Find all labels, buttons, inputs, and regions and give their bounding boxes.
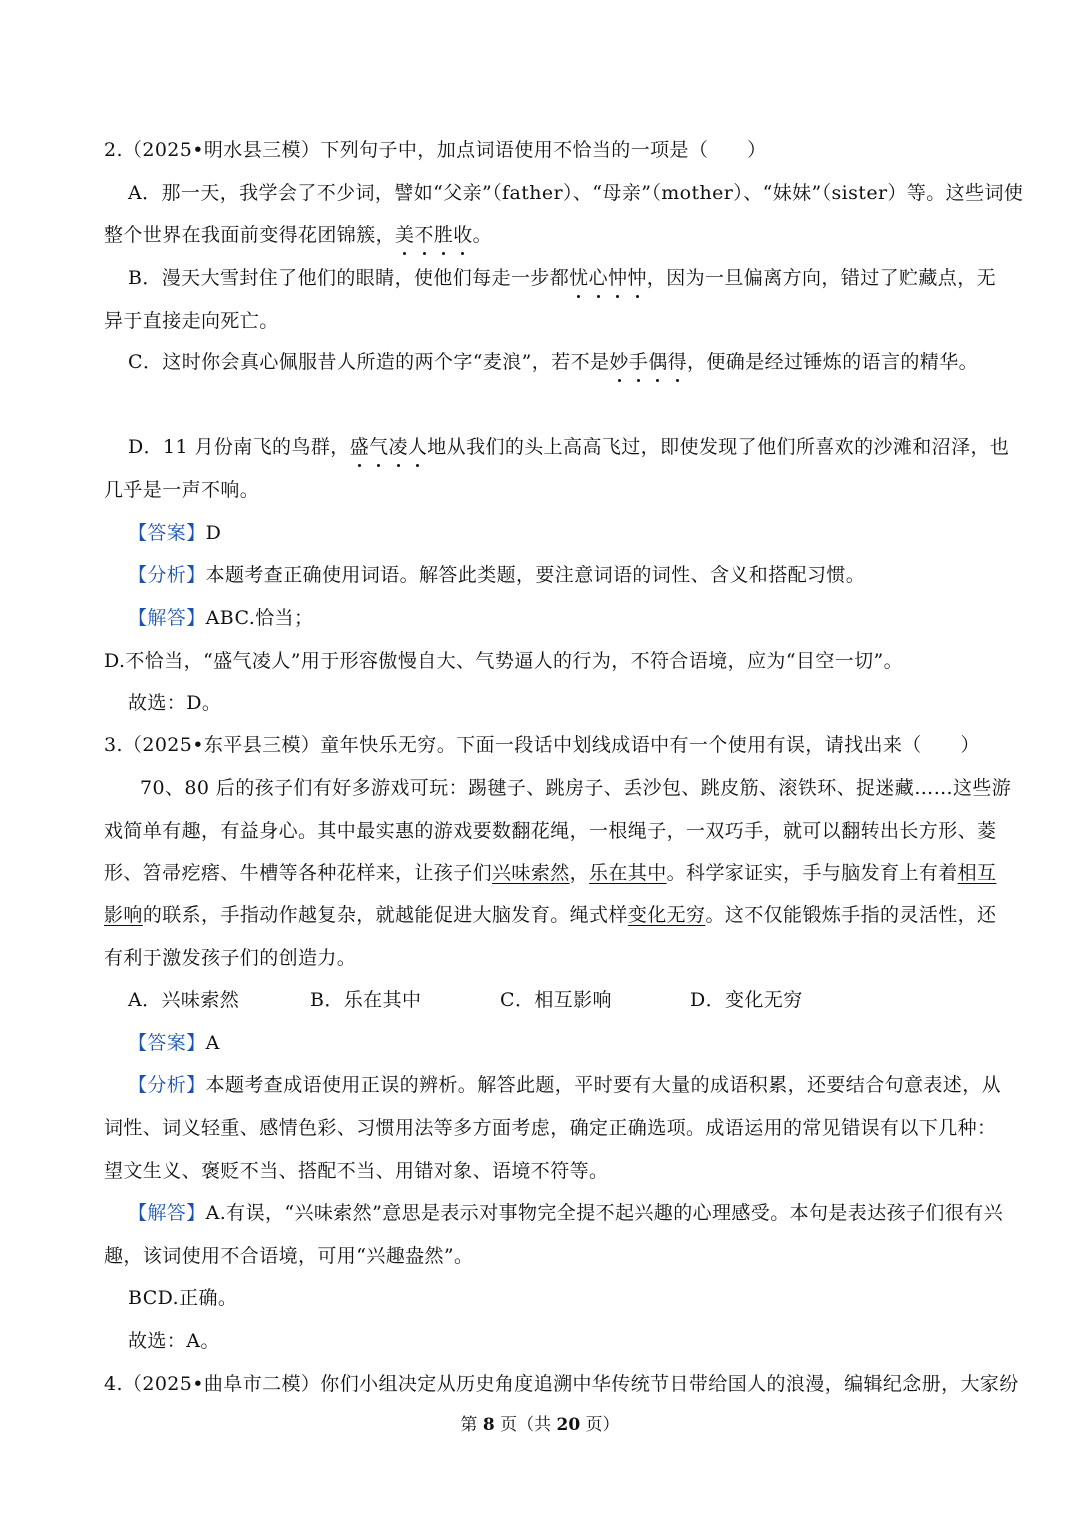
emphasis-dot-char: 偶 [648,351,668,373]
analysis-tag: 【分析】 [128,1074,206,1096]
q3-passage-line4 [104,902,997,928]
emphasis-dot-char: 美 [395,224,415,246]
answer-tag: 【答案】 [128,1032,206,1054]
passage-text: 。科学家证实，手与脑发育上有着 [666,862,958,884]
q3-answer [128,1030,980,1056]
emphasis-dot-char: 不 [414,224,434,246]
analysis-tag: 【分析】 [128,564,206,586]
q3-solution-line2: 趣，该词使用不合语境，可用“兴趣盎然”。 [104,1245,474,1267]
q4-stem: 4.（2025•曲阜市二模）你们小组决定从历史角度追溯中华传统节日带给国人的浪漫，编辑纪念册，大家纷 [104,1373,1019,1395]
underlined-idiom: 兴味索然 [492,862,570,884]
underlined-idiom: 变化无穷 [627,904,706,926]
passage-text: ， [569,862,590,884]
q2-option-c-rest: ，便确是经过锤炼的语言的精华。 [687,351,979,373]
q2-answer [128,520,980,546]
emphasis-dot-char: 气 [369,436,389,458]
emphasis-dot-char: 妙 [609,351,629,373]
underlined-idiom: 影响 [104,904,143,926]
q2-option-c [128,349,980,375]
footer-text: 第 [460,1415,483,1435]
solution-text: A.有误，“兴味索然”意思是表示对事物完全提不起兴趣的心理感受。本句是表达孩子们很有兴 [205,1202,1003,1224]
q2-option-d-line1 [128,434,1010,460]
solution-text: ABC.恰当； [205,607,314,629]
emphasis-dot-char: 人 [407,436,428,458]
q3-passage-line1: 70、80 后的孩子们有好多游戏可玩：踢毽子、跳房子、丢沙包、跳皮筋、滚铁环、捉迷藏……这些游 [140,777,1012,799]
q2-option-b-line1 [128,265,996,291]
q2-option-a-line1: A．那一天，我学会了不少词，譬如“父亲”（father）、“母亲”（mother）、“妹妹”（sister）等。这些词使 [128,182,1024,204]
page-footer [0,1413,1080,1437]
answer-value: A [205,1032,220,1054]
q2-option-c-text: C．这时你会真心佩服昔人所造的两个字“麦浪”，若不是 [128,351,610,373]
q3-choose: 故选：A。 [128,1330,220,1352]
solution-tag: 【解答】 [128,1202,206,1224]
q2-option-d-rest: 地从我们的头上高高飞过，即使发现了他们所喜欢的沙滩和沼泽，也 [427,436,1010,458]
q3-passage-line2: 戏简单有趣，有益身心。其中最实惠的游戏要数翻花绳，一根绳子，一双巧手，就可以翻转出长方形、菱 [104,820,997,842]
analysis-text: 本题考查成语使用正误的辨析。解答此题，平时要有大量的成语积累，还要结合句意表述，从 [205,1074,1002,1096]
passage-text: 的联系，手指动作越复杂，就越能促进大脑发育。绳式样 [142,904,628,926]
q3-stem: 3.（2025•东平县三模）童年快乐无穷。下面一段话中划线成语中有一个使用有误，请找出来（ ） [104,734,980,756]
emphasis-dot-char: 手 [628,351,649,373]
footer-text: 页） [580,1415,620,1435]
q3-option-d: D．变化无穷 [690,989,803,1011]
emphasis-dot-char: 盛 [349,436,370,458]
solution-tag: 【解答】 [128,607,206,629]
q2-option-b-line2: 异于直接走向死亡。 [104,310,279,332]
q3-option-c: C．相互影响 [500,989,612,1011]
q2-analysis [128,562,980,588]
footer-text: 页（共 [494,1415,557,1435]
q2-option-d-line2: 几乎是一声不响。 [104,479,260,501]
emphasis-dot-char: 胜 [433,224,454,246]
q3-analysis-line1 [128,1072,1002,1098]
q2-choose: 故选：D。 [128,692,222,714]
emphasis-dot-char: 收 [453,224,473,246]
q3-option-a: A．兴味索然 [128,989,240,1011]
emphasis-dot-char: 得 [667,351,687,373]
current-page-number: 8 [482,1415,495,1435]
q2-option-b-text: B．漫天大雪封住了他们的眼睛，使他们每走一步都 [128,267,570,289]
q2-option-d-text: D．11 月份南飞的鸟群， [128,436,350,458]
underlined-idiom: 乐在其中 [589,862,667,884]
emphasis-dot-char: 凌 [388,436,408,458]
answer-tag: 【答案】 [128,522,206,544]
q2-option-a-text: 整个世界在我面前变得花团锦簇， [104,224,396,246]
q3-option-b: B．乐在其中 [310,989,422,1011]
underlined-idiom: 相互 [957,862,997,884]
emphasis-dot-char: 忡 [607,267,628,289]
q3-solution-line3: BCD.正确。 [128,1287,238,1309]
q3-analysis-line3: 望文生义、褒贬不当、搭配不当、用错对象、语境不符等。 [104,1160,609,1182]
passage-text: 形、笤帚疙瘩、牛槽等各种花样来，让孩子们 [104,862,493,884]
total-pages: 20 [556,1415,581,1435]
emphasis-dot-char: 忡 [627,267,647,289]
answer-value: D [205,522,222,544]
q3-passage-line5: 有利于激发孩子们的创造力。 [104,947,357,969]
q2-stem: 2.（2025•明水县三模）下列句子中，加点词语使用不恰当的一项是（ ） [104,139,767,161]
q2-option-b-rest: ，因为一旦偏离方向，错过了贮藏点，无 [646,267,996,289]
q2-solution [128,605,980,631]
passage-text: 。这不仅能锻炼手指的灵活性，还 [705,904,997,926]
emphasis-dot-char: 心 [588,267,608,289]
q2-option-a-end: 。 [472,224,493,246]
emphasis-dot-char: 忧 [569,267,589,289]
q3-solution-line1 [128,1200,1003,1226]
q3-analysis-line2: 词性、词义轻重、感情色彩、习惯用法等多方面考虑，确定正确选项。成语运用的常见错误有以下几种： [104,1117,997,1139]
q3-passage-line3 [104,860,997,886]
analysis-text: 本题考查正确使用词语。解答此类题，要注意词语的词性、含义和搭配习惯。 [205,564,866,586]
q2-solution-line2: D.不恰当，“盛气凌人”用于形容傲慢自大、气势逼人的行为，不符合语境，应为“目空一切”。 [104,650,904,672]
q3-options [128,987,980,1013]
q2-option-a-line2 [104,222,980,248]
